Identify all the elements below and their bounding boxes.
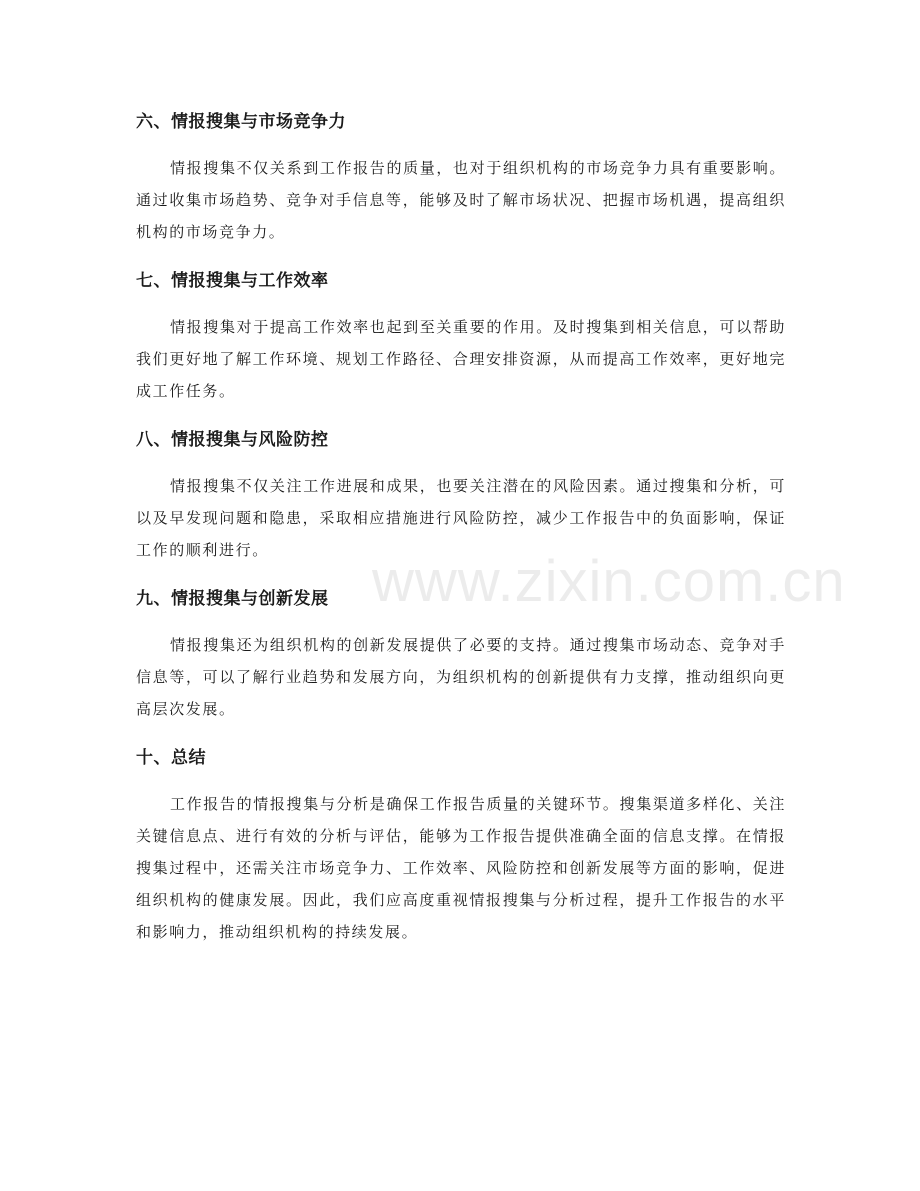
section-heading: 八、情报搜集与风险防控 (136, 430, 329, 450)
section-paragraph: 情报搜集不仅关系到工作报告的质量，也对于组织机构的市场竞争力具有重要影响。通过收集市场趋势、竞争对手信息等，能够及时了解市场状况、把握市场机遇，提高组织机构的市场竞争力。 (136, 159, 786, 241)
section-innovation (136, 585, 786, 725)
document-content (136, 108, 786, 967)
section-paragraph: 情报搜集不仅关注工作进展和成果，也要关注潜在的风险因素。通过搜集和分析，可以及早发现问题和隐患，采取相应措施进行风险防控，减少工作报告中的负面影响，保证工作的顺利进行。 (136, 477, 786, 559)
section-heading: 九、情报搜集与创新发展 (136, 589, 329, 609)
section-paragraph: 情报搜集还为组织机构的创新发展提供了必要的支持。通过搜集市场动态、竞争对手信息等，可以了解行业趋势和发展方向，为组织机构的创新提供有力支撑，推动组织向更高层次发展。 (136, 636, 786, 718)
section-paragraph: 情报搜集对于提高工作效率也起到至关重要的作用。及时搜集到相关信息，可以帮助我们更好地了解工作环境、规划工作路径、合理安排资源，从而提高工作效率，更好地完成工作任务。 (136, 318, 786, 400)
section-market-competitiveness (136, 108, 786, 248)
section-heading: 七、情报搜集与工作效率 (136, 271, 329, 291)
section-heading: 六、情报搜集与市场竞争力 (136, 112, 346, 132)
watermark: www.zixin.com.cn (372, 549, 846, 614)
section-risk-control (136, 426, 786, 566)
section-paragraph: 工作报告的情报搜集与分析是确保工作报告质量的关键环节。搜集渠道多样化、关注关键信息点、进行有效的分析与评估，能够为工作报告提供准确全面的信息支撑。在情报搜集过程中，还需关注市场竞争力、工作效率、风险防控和创新发展等方面的影响，促进组织机构的健康发展。因此，我们应高度重视情报搜集与分析过程，提升工作报告的水平和影响力，推动组织机构的持续发展。 (136, 795, 786, 941)
section-summary (136, 744, 786, 948)
section-work-efficiency (136, 267, 786, 407)
section-heading: 十、总结 (136, 748, 206, 768)
